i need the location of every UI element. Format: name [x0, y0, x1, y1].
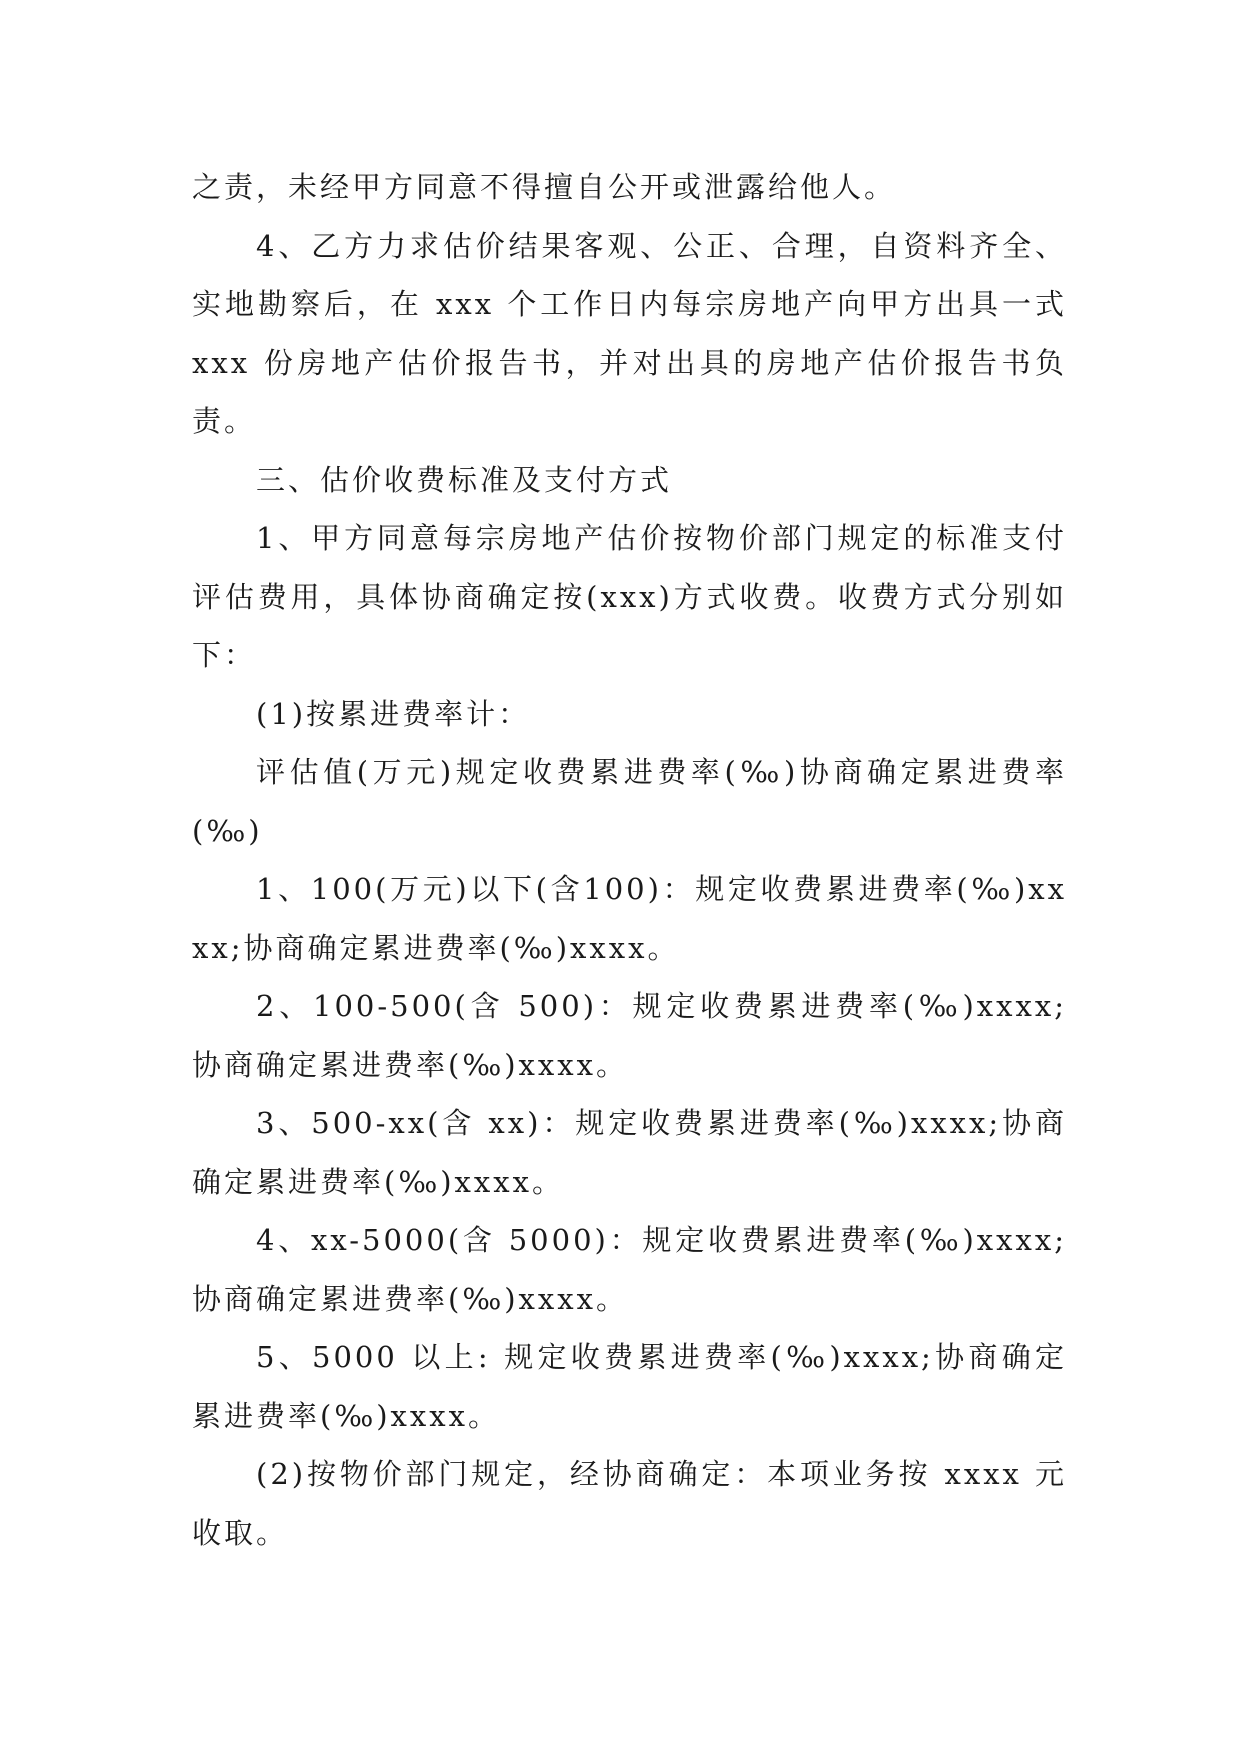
paragraph-rate-table-header: 评估值(万元)规定收费累进费率(‰)协商确定累进费率(‰) — [192, 755, 1067, 848]
paragraph-fee-clause-1: 1、甲方同意每宗房地产估价按物价部门规定的标准支付评估费用，具体协商确定按(xxx)方式收费。收费方式分别如下： — [192, 521, 1067, 672]
paragraph-progressive-rate-heading: (1)按累进费率计： — [256, 696, 531, 731]
paragraph-clause-4-report: 4、乙方力求估价结果客观、公正、合理，自资料齐全、实地勘察后，在 xxx 个工作日内每宗房地产向甲方出具一式 xxx 份房地产估价报告书，并对出具的房地产估价报告书负责。 — [192, 228, 1067, 438]
section-heading-fee-standard: 三、估价收费标准及支付方式 — [256, 462, 673, 497]
paragraph-confidentiality-end: 之责，未经甲方同意不得擅自公开或泄露给他人。 — [192, 170, 897, 204]
paragraph-rate-tier-3: 3、500-xx(含 xx)：规定收费累进费率(‰)xxxx;协商确定累进费率(‰)xxxx。 — [192, 1106, 1067, 1199]
paragraph-negotiated-fee: (2)按物价部门规定，经协商确定：本项业务按 xxxx 元收取。 — [192, 1457, 1067, 1550]
paragraph-rate-tier-1: 1、100(万元)以下(含100)：规定收费累进费率(‰)xxxx;协商确定累进费率(‰)xxxx。 — [192, 872, 1067, 965]
paragraph-rate-tier-4: 4、xx-5000(含 5000)：规定收费累进费率(‰)xxxx;协商确定累进费率(‰)xxxx。 — [192, 1223, 1067, 1316]
paragraph-rate-tier-2: 2、100-500(含 500)：规定收费累进费率(‰)xxxx;协商确定累进费率(‰)xxxx。 — [192, 989, 1067, 1082]
paragraph-rate-tier-5: 5、5000 以上: 规定收费累进费率(‰)xxxx;协商确定累进费率(‰)xxxx。 — [192, 1340, 1067, 1433]
document-body — [192, 158, 1067, 1562]
